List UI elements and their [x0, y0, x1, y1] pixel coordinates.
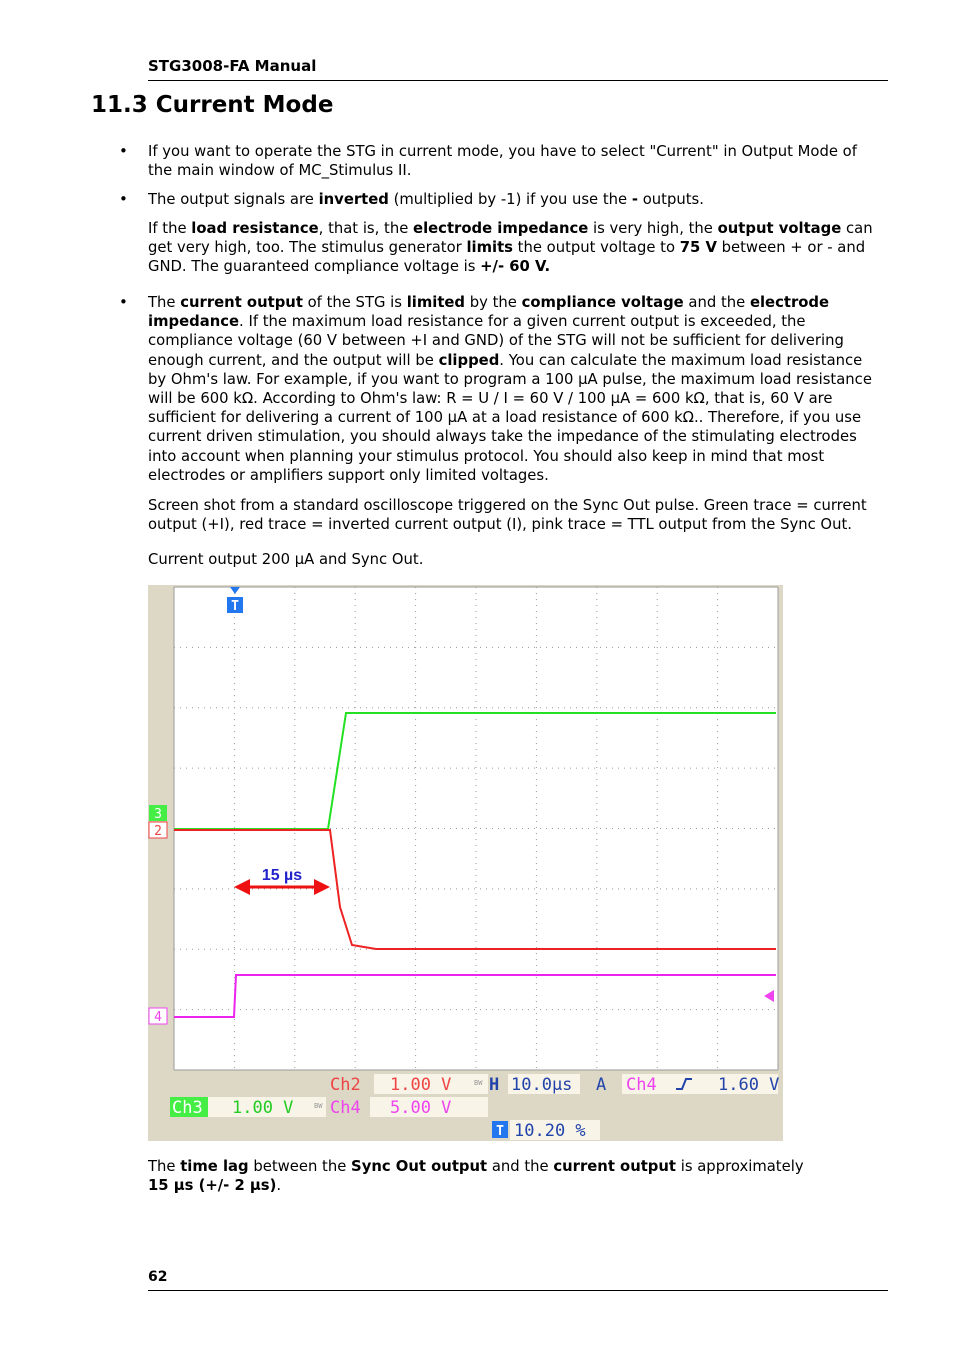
ch4-label: Ch4: [330, 1098, 361, 1118]
trigger-position-icon: T: [496, 1124, 504, 1139]
paragraph-current-output-limited: The current output of the STG is limited by the compliance voltage and the electrode impedance. If the maximum load resistance for a given current output is exceeded, the compliance voltage (60 V between +I and GND) of the STG will not be sufficient for delivering enough current, and the output will be clipped. You can calculate the maximum load resistance by Ohm's law. For example, if you want to program a 100 µA pulse, the maximum load resistance will be 600 kΩ. According to Ohm's law: R = U / I = 60 V / 100 µA = 600 kΩ, that is, 60 V are sufficient for delivering a current of 100 µA at a load resistance of 600 kΩ.. Therefore, if you use current driven stimulation, you should always take the impedance of the stimulating electrodes into account when planning your stimulus protocol. You should also keep in mind that most electrodes or amplifiers support only limited voltages.: [148, 294, 872, 484]
bullet: •: [119, 190, 128, 208]
svg-text:T: T: [231, 599, 239, 614]
bullet: •: [119, 142, 128, 160]
paragraph-operate-current-mode: If you want to operate the STG in current mode, you have to select "Current" in Output Mode of the main window of MC_Stimulus II.: [148, 143, 857, 180]
ch2-marker: [149, 822, 167, 839]
oscilloscope-screenshot: [148, 585, 783, 1141]
page-number: 62: [148, 1269, 168, 1285]
bw-limit-icon: BW: [314, 1102, 323, 1110]
acq-mode-label: A: [596, 1075, 607, 1095]
h-label: H: [489, 1075, 500, 1095]
svg-text:4: 4: [154, 1010, 162, 1025]
paragraph-load-resistance: If the load resistance, that is, the electrode impedance is very high, the output voltage can get very high, too. The stimulus generator limits the output voltage to 75 V between + or - and GND. The guaranteed compliance voltage is +/- 60 V.: [148, 220, 873, 276]
paragraph-inverted-outputs: The output signals are inverted (multiplied by -1) if you use the - outputs.: [148, 191, 704, 208]
ch4-marker: [149, 1008, 167, 1025]
svg-text:3: 3: [154, 807, 162, 822]
ch3-scale: 1.00 V: [232, 1098, 294, 1118]
footer-rule: [148, 1290, 888, 1291]
scope-status-row-1: [330, 1074, 779, 1095]
ch3-marker: [149, 805, 167, 822]
manual-title: STG3008-FA Manual: [148, 57, 317, 75]
bw-limit-icon: BW: [474, 1079, 483, 1087]
paragraph-time-lag: The time lag between the Sync Out output and the current output is approximately 15 µs (+/- 2 µs).: [148, 1158, 804, 1195]
paragraph-screenshot-description: Screen shot from a standard oscilloscope triggered on the Sync Out pulse. Green trace = current output (+I), red trace = inverted current output (I), pink trace = TTL output from the Sync Out.: [148, 497, 867, 534]
header-rule: [148, 80, 888, 81]
bullet: •: [119, 293, 128, 311]
ch4-scale: 5.00 V: [390, 1098, 452, 1118]
h-scale: 10.0µs: [511, 1075, 573, 1095]
trigger-channel: Ch4: [626, 1075, 657, 1095]
ch2-label: Ch2: [330, 1075, 361, 1095]
trigger-position: 10.20 %: [514, 1121, 586, 1141]
svg-text:2: 2: [154, 824, 162, 839]
trigger-level: 1.60 V: [718, 1075, 780, 1095]
section-title: 11.3 Current Mode: [91, 92, 334, 118]
ch3-label: Ch3: [172, 1098, 203, 1118]
svg-text:15 µs: 15 µs: [261, 867, 303, 884]
figure-caption: Current output 200 µA and Sync Out.: [148, 551, 424, 568]
ch2-scale: 1.00 V: [390, 1075, 452, 1095]
